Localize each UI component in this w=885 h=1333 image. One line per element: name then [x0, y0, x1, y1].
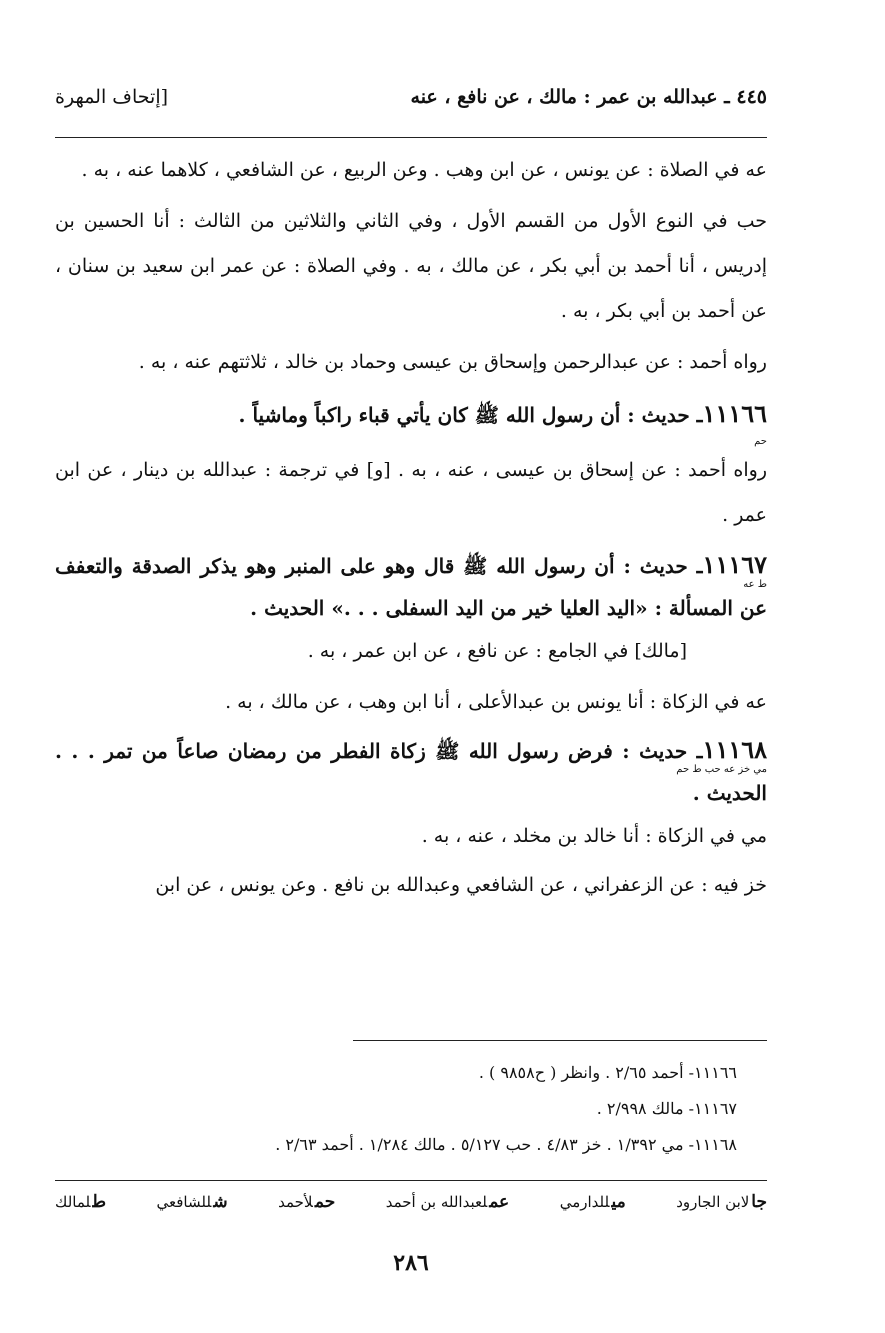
footnote-rule — [353, 1040, 767, 1041]
abbreviation: عملعبدالله بن أحمد — [385, 1192, 510, 1212]
hadith-sigla: حم — [754, 436, 767, 447]
chapter-title: ٤٤٥ ـ عبدالله بن عمر : مالك ، عن نافع ، عنه — [410, 86, 767, 108]
page-header — [55, 86, 767, 116]
abbreviation-rule — [55, 1180, 767, 1181]
abbreviation: شللشافعي — [156, 1192, 228, 1212]
narration-line: عه في الزكاة : أنا يونس بن عبدالأعلى ، أنا ابن وهب ، عن مالك ، به . — [225, 691, 767, 713]
paragraph: عه في الصلاة : عن يونس ، عن ابن وهب . وعن الربيع ، عن الشافعي ، كلاهما عنه ، به . — [81, 159, 767, 181]
hadith-number: ١١١٦٧ — [702, 550, 767, 579]
footnote: ١١١٦٨- مي ١/٣٩٢ . خز ٤/٨٣ . حب ٥/١٢٧ . مالك ١/٢٨٤ . أحمد ٢/٦٣ . — [275, 1135, 737, 1154]
abbreviation: جالابن الجارود — [676, 1192, 767, 1212]
main-text — [55, 148, 767, 908]
footnote: ١١١٦٦- أحمد ٢/٦٥ . وانظر ( ح٩٨٥٨ ) . — [478, 1063, 737, 1082]
hadith-text: ـ حديث : فرض رسول الله ﷺ زكاة الفطر من رمضان صاعاً من تمر . . . الحديث . — [55, 739, 767, 805]
header-rule — [55, 137, 767, 138]
hadith-sigla: مي خز عه حب ط حم — [676, 764, 767, 775]
hadith-entry — [55, 544, 767, 725]
footnotes — [55, 1055, 767, 1163]
hadith-heading — [55, 393, 767, 436]
hadith-entry — [55, 393, 767, 538]
book-title: [إتحاف المهرة — [55, 86, 169, 108]
hadith-text: ـ حديث : أن رسول الله ﷺ كان يأتي قباء راكباً وماشياً . — [238, 403, 703, 427]
narration-line: [مالك] في الجامع : عن نافع ، عن ابن عمر ، به . — [307, 640, 687, 662]
book-page — [55, 0, 767, 1333]
abbreviation: ميللدارمي — [559, 1192, 626, 1212]
paragraph: حب في النوع الأول من القسم الأول ، وفي الثاني والثلاثين من الثالث : أنا الحسين بن إدريس ، أنا أحمد بن أبي بكر ، عن مالك ، به . وفي الصلاة : عن عمر ابن سعيد بن سنان ، عن أحمد بن أبي بكر ، به . — [55, 210, 767, 322]
hadith-entry — [55, 729, 767, 908]
hadith-sigla: ط عه — [743, 579, 767, 590]
footnote: ١١١٦٧- مالك ٢/٩٩٨ . — [596, 1099, 737, 1118]
hadith-narration: رواه أحمد : عن إسحاق بن عيسى ، عنه ، به . [و] في ترجمة : عبدالله بن دينار ، عن ابن عمر . — [55, 459, 767, 526]
abbreviation: حملأحمد — [278, 1192, 336, 1212]
hadith-heading — [55, 729, 767, 814]
abbreviation-legend — [55, 1192, 767, 1212]
hadith-number: ١١١٦٨ — [702, 735, 767, 764]
page-number: ٢٨٦ — [393, 1250, 429, 1276]
paragraph: رواه أحمد : عن عبدالرحمن وإسحاق بن عيسى وحماد بن خالد ، ثلاثتهم عنه ، به . — [138, 351, 767, 373]
hadith-text: ـ حديث : أن رسول الله ﷺ قال وهو على المنبر وهو يذكر الصدقة والتعفف عن المسألة : «اليد العليا خير من اليد السفلى . . .» الحديث . — [55, 554, 767, 620]
abbreviation: طلمالك — [55, 1192, 106, 1212]
narration-line: خز فيه : عن الزعفراني ، عن الشافعي وعبدالله بن نافع . وعن يونس ، عن ابن — [155, 874, 767, 896]
narration-line: مي في الزكاة : أنا خالد بن مخلد ، عنه ، به . — [421, 825, 767, 847]
hadith-heading — [55, 544, 767, 629]
hadith-number: ١١١٦٦ — [702, 399, 767, 428]
